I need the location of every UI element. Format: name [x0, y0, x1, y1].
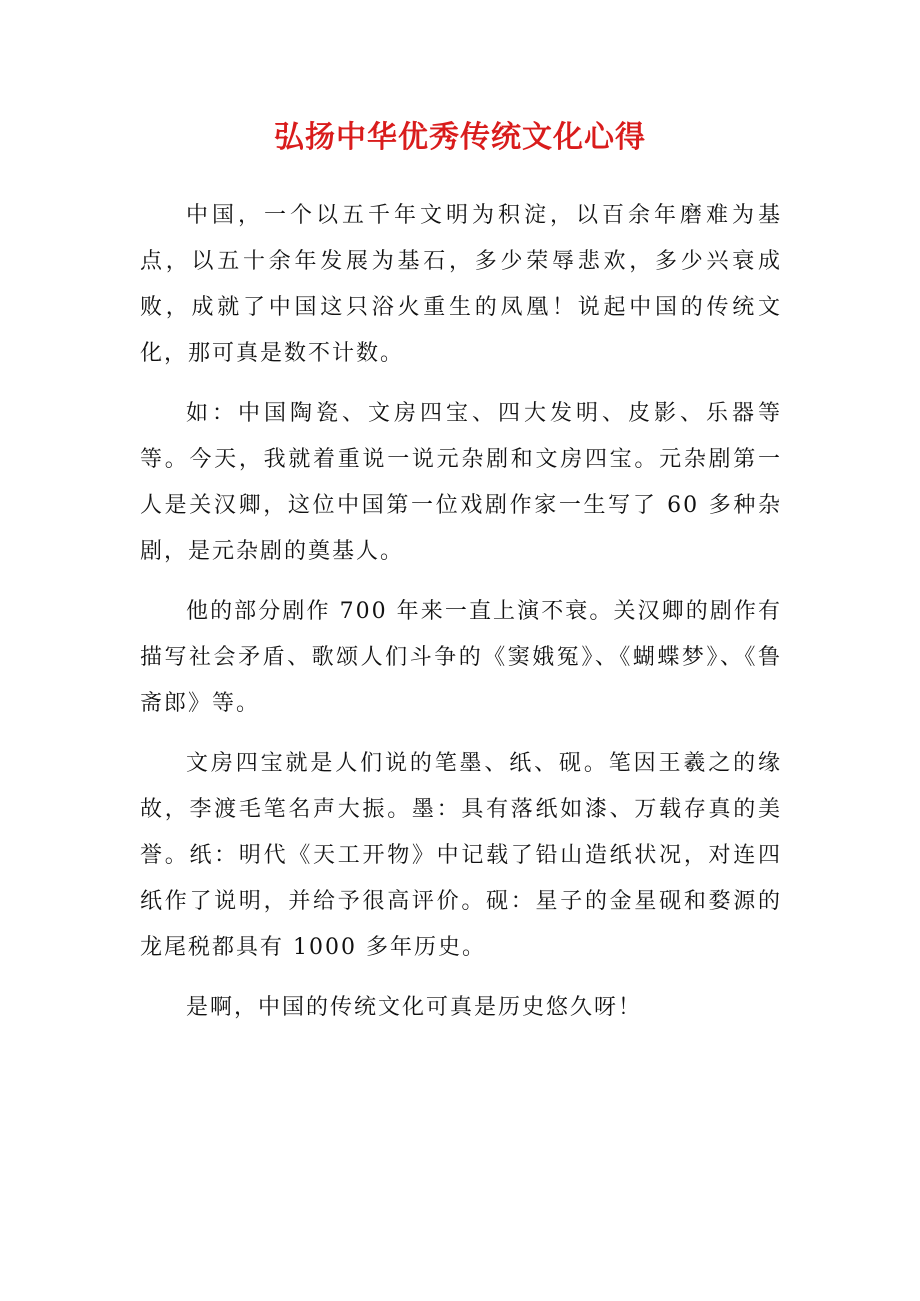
paragraph-2: 如：中国陶瓷、文房四宝、四大发明、皮影、乐器等等。今天，我就着重说一说元杂剧和文房四宝。元杂剧第一人是关汉卿，这位中国第一位戏剧作家一生写了 60 多种杂剧，是元杂剧的奠基人。	[140, 401, 782, 564]
paragraph-5: 是啊，中国的传统文化可真是历史悠久呀！	[186, 995, 643, 1020]
paragraph-1: 中国，一个以五千年文明为积淀，以百余年磨难为基点，以五十余年发展为基石，多少荣辱悲欢，多少兴衰成败，成就了中国这只浴火重生的凤凰！说起中国的传统文化，那可真是数不计数。	[140, 203, 782, 366]
paragraph-4: 文房四宝就是人们说的笔墨、纸、砚。笔因王羲之的缘故，李渡毛笔名声大振。墨：具有落纸如漆、万载存真的美誉。纸：明代《天工开物》中记载了铅山造纸状况，对连四纸作了说明，并给予很高评价。砚：星子的金星砚和婺源的龙尾税都具有 1000 多年历史。	[140, 751, 782, 960]
document-title: 弘扬中华优秀传统文化心得	[274, 120, 646, 155]
document-body	[140, 193, 782, 1045]
paragraph-3: 他的部分剧作 700 年来一直上演不衰。关汉卿的剧作有描写社会矛盾、歌颂人们斗争的《窦娥冤》、《蝴蝶梦》、《鲁斋郎》等。	[140, 599, 782, 716]
